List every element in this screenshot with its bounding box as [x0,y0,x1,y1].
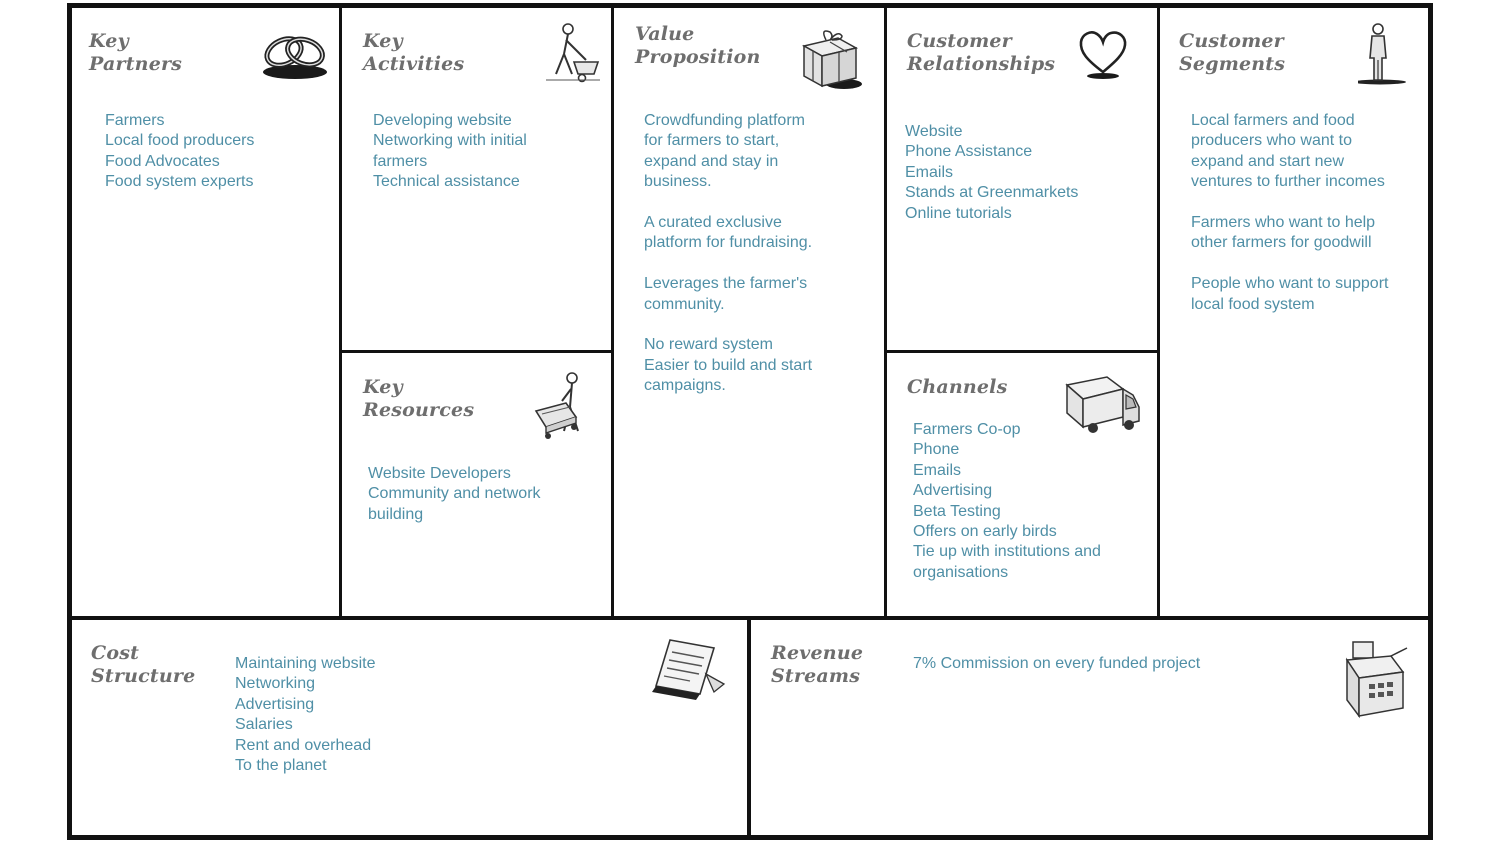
list-item: No reward system [644,336,773,354]
list-item: producers who want to [1191,132,1352,150]
list-item: Local food producers [105,132,255,150]
list-item: Beta Testing [913,502,1001,520]
list-item: Local farmers and food [1191,112,1355,129]
revenue-streams-block [751,620,1428,835]
chain-links-icon [260,26,330,82]
list-item: local food system [1191,295,1315,313]
channels-list [913,420,1101,583]
list-item: Offers on early birds [913,523,1057,541]
customer-relationships-block [887,8,1157,350]
heart-icon [1077,28,1129,80]
list-item: farmers [373,152,428,170]
list-item: Advertising [235,695,315,713]
list-item: expand and stay in [644,152,779,170]
list-item: for farmers to start, [644,132,780,150]
list-item: Networking with initial [373,132,527,150]
value-proposition-title: Value Proposition [635,23,761,68]
value-proposition-block [614,8,884,616]
list-item: Networking [235,675,316,693]
revenue-streams-title: Revenue Streams [771,642,864,687]
key-partners-list [105,111,254,193]
revenue-streams-list [913,654,1200,674]
list-item: Farmers [105,112,165,129]
list-item: campaigns. [644,377,726,395]
list-item: Salaries [235,716,293,734]
list-item: Online tutorials [905,204,1012,222]
cost-structure-block [72,620,747,835]
list-item: Farmers Co-op [913,421,1021,438]
worker-with-wheelbarrow-icon [542,22,602,84]
list-item: other farmers for goodwill [1191,234,1372,252]
worker-with-cart-icon [532,371,598,443]
list-item: People who want to support [1191,275,1389,293]
list-item: Farmers who want to help [1191,214,1376,232]
customer-segments-block [1160,8,1428,616]
list-item: Community and network [368,485,541,503]
customer-segments-list [1191,111,1388,315]
list-item: Stands at Greenmarkets [905,184,1079,202]
channels-block [887,353,1157,616]
standing-person-icon [1358,22,1412,86]
list-item: Rent and overhead [235,736,372,754]
customer-segments-title: Customer Segments [1179,30,1286,75]
list-item: Phone [913,441,960,459]
list-item: Food system experts [105,173,254,191]
list-item: organisations [913,563,1009,581]
key-resources-block [342,353,611,616]
key-partners-title: Key Partners [89,30,183,75]
list-item: Maintaining website [235,655,376,672]
price-tag-icon [650,636,730,702]
list-item: expand and start new [1191,152,1344,170]
list-item: Emails [905,163,954,181]
list-item: Crowdfunding platform [644,112,805,129]
list-item: Technical assistance [373,173,520,191]
list-item: Website Developers [368,465,511,482]
list-item: Advertising [913,482,993,500]
list-item: Phone Assistance [905,143,1033,161]
customer-relationships-list [905,122,1078,224]
key-resources-title: Key Resources [363,376,475,421]
list-item: Tie up with institutions and [913,543,1101,561]
cost-structure-list [235,654,376,776]
list-item: community. [644,295,725,313]
key-activities-list [373,111,527,193]
list-item: 7% Commission on every funded project [913,655,1201,672]
list-item: Emails [913,461,962,479]
list-item: building [368,505,424,523]
list-item: ventures to further incomes [1191,173,1385,191]
list-item: business. [644,173,712,191]
key-activities-title: Key Activities [363,30,465,75]
list-item: platform for fundraising. [644,234,813,252]
cost-structure-title: Cost Structure [91,642,196,687]
value-proposition-list [644,111,812,397]
channels-title: Channels [907,376,1008,398]
list-item: Easier to build and start [644,356,813,374]
key-activities-block [342,8,611,350]
list-item: To the planet [235,757,327,775]
list-item: Developing website [373,112,512,129]
cash-register-icon [1343,638,1411,720]
list-item: A curated exclusive [644,214,782,232]
key-partners-block [72,8,339,616]
list-item: Leverages the farmer's [644,275,808,293]
key-resources-list [368,464,541,525]
customer-relationships-title: Customer Relationships [907,30,1056,75]
gift-box-icon [800,28,866,92]
list-item: Website [905,123,963,140]
list-item: Food Advocates [105,152,220,170]
